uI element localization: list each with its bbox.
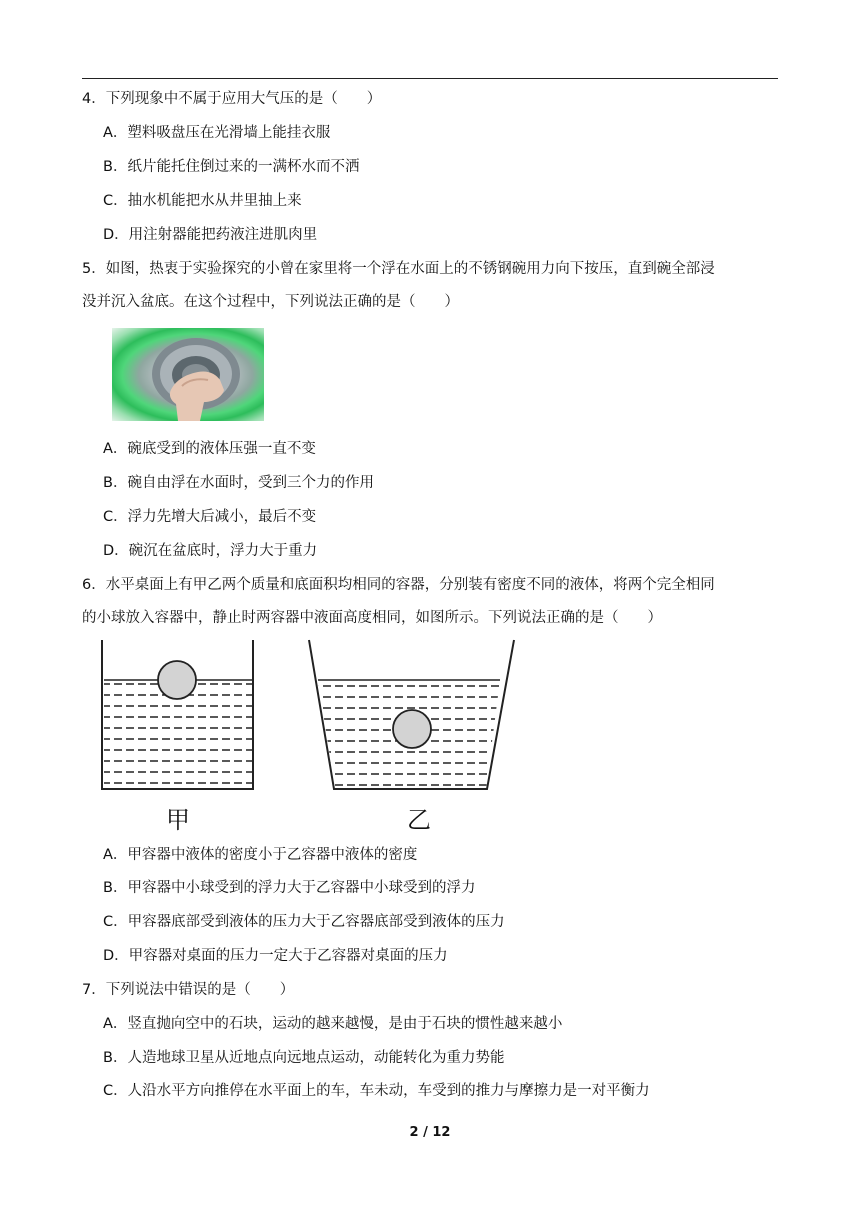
question-6-stem-line-2: 的小球放入容器中，静止时两容器中液面高度相同，如图所示。下列说法正确的是（ ） bbox=[82, 610, 662, 626]
bowl-in-basin-photo bbox=[112, 328, 264, 421]
question-7-option-c: C．人沿水平方向推停在水平面上的车，车未动，车受到的推力与摩擦力是一对平衡力 bbox=[103, 1083, 650, 1099]
question-4-option-c: C．抽水机能把水从井里抽上来 bbox=[103, 193, 302, 209]
question-6-option-b: B．甲容器中小球受到的浮力大于乙容器中小球受到的浮力 bbox=[103, 880, 476, 896]
ball-jia bbox=[158, 661, 196, 699]
question-4-stem: 4．下列现象中不属于应用大气压的是（ ） bbox=[82, 91, 382, 107]
question-5-option-d: D．碗沉在盆底时，浮力大于重力 bbox=[103, 543, 318, 559]
question-5-option-b: B．碗自由浮在水面时，受到三个力的作用 bbox=[103, 475, 374, 491]
container-jia bbox=[102, 640, 254, 789]
question-6-option-c: C．甲容器底部受到液体的压力大于乙容器底部受到液体的压力 bbox=[103, 914, 505, 930]
container-yi bbox=[309, 640, 514, 789]
page-number: 2 / 12 bbox=[409, 1125, 451, 1140]
question-6-option-a: A．甲容器中液体的密度小于乙容器中液体的密度 bbox=[103, 847, 418, 863]
label-yi: 乙 bbox=[407, 806, 431, 834]
question-7-option-b: B．人造地球卫星从近地点向远地点运动，动能转化为重力势能 bbox=[103, 1050, 505, 1066]
header-rule bbox=[82, 78, 778, 79]
label-jia: 甲 bbox=[166, 806, 190, 834]
question-5-option-a: A．碗底受到的液体压强一直不变 bbox=[103, 441, 316, 457]
question-5-stem-line-2: 没并沉入盆底。在这个过程中，下列说法正确的是（ ） bbox=[82, 294, 459, 310]
containers-figure bbox=[96, 636, 526, 836]
question-6-option-d: D．甲容器对桌面的压力一定大于乙容器对桌面的压力 bbox=[103, 948, 448, 964]
question-4-option-b: B．纸片能托住倒过来的一满杯水而不洒 bbox=[103, 159, 360, 175]
question-6-stem-line-1: 6．水平桌面上有甲乙两个质量和底面积均相同的容器，分别装有密度不同的液体，将两个完全相同 bbox=[82, 577, 715, 593]
question-5-stem-line-1: 5．如图，热衷于实验探究的小曾在家里将一个浮在水面上的不锈钢碗用力向下按压，直到碗全部浸 bbox=[82, 261, 715, 277]
question-7-option-a: A．竖直抛向空中的石块，运动的越来越慢，是由于石块的惯性越来越小 bbox=[103, 1016, 563, 1032]
question-4-option-d: D．用注射器能把药液注进肌肉里 bbox=[103, 227, 318, 243]
question-5-option-c: C．浮力先增大后减小，最后不变 bbox=[103, 509, 317, 525]
question-7-stem: 7．下列说法中错误的是（ ） bbox=[82, 982, 295, 998]
question-4-option-a: A．塑料吸盘压在光滑墙上能挂衣服 bbox=[103, 125, 331, 141]
ball-yi bbox=[393, 710, 431, 748]
